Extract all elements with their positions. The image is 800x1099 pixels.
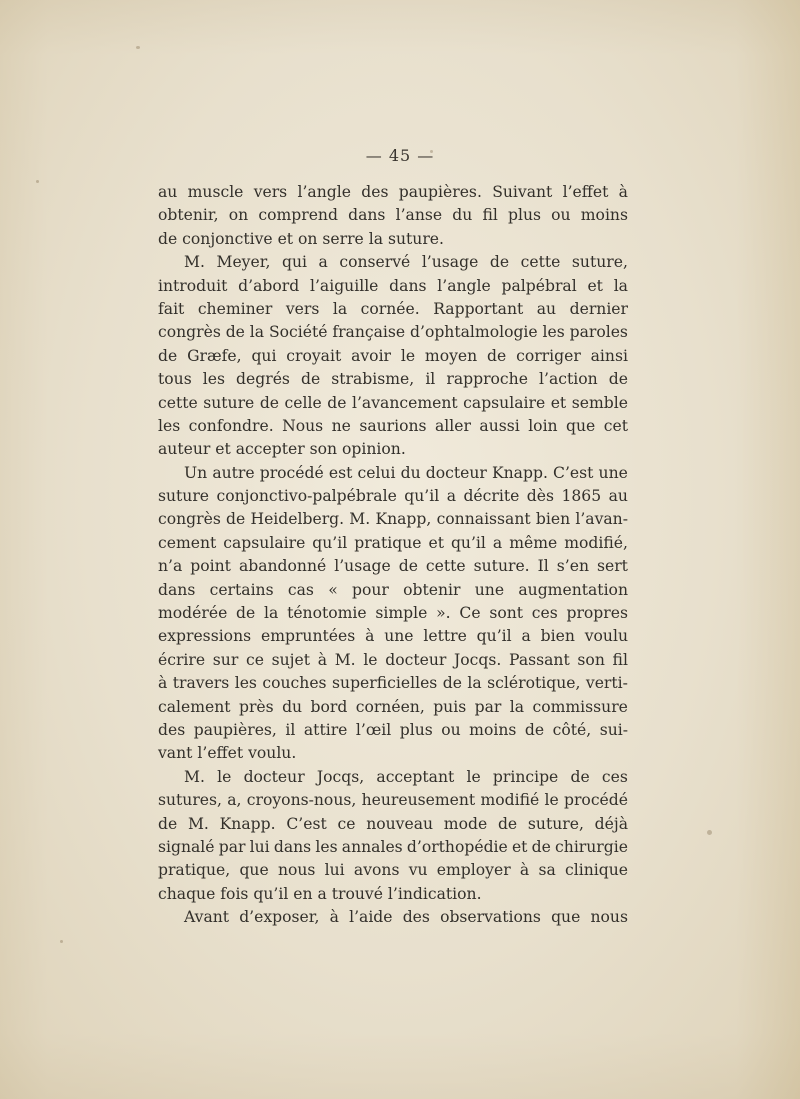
word: de xyxy=(487,346,507,365)
word: ténotomie xyxy=(287,604,367,623)
word: paroles xyxy=(569,323,628,342)
word: s’en xyxy=(556,557,589,576)
word: ou xyxy=(441,720,461,739)
word: suture xyxy=(203,393,255,412)
word: commissure xyxy=(532,697,628,716)
word: de xyxy=(226,510,246,529)
word: Avant xyxy=(184,908,230,927)
word: vers xyxy=(285,299,320,318)
word: que xyxy=(239,861,269,880)
word: Meyer, xyxy=(216,253,271,272)
word: C’est xyxy=(553,463,594,482)
word: Nous xyxy=(282,416,324,435)
text-line: auteur et accepter son opinion. xyxy=(158,440,406,459)
word: écrire xyxy=(158,650,206,669)
word: expressions xyxy=(158,627,252,646)
word: de xyxy=(524,720,545,739)
word: modifié, xyxy=(564,533,628,552)
word: sclérotique, xyxy=(487,674,581,693)
word: vers xyxy=(253,183,288,201)
word: capsulaire xyxy=(223,533,306,552)
word: introduit xyxy=(158,276,228,295)
word: ce xyxy=(245,650,264,669)
word: à xyxy=(618,183,628,201)
text-line xyxy=(158,392,628,415)
word: ces xyxy=(531,604,558,623)
text-line xyxy=(158,625,628,648)
word: le xyxy=(217,767,232,786)
word: moins xyxy=(469,720,517,739)
word: les xyxy=(315,837,338,856)
word: propres xyxy=(566,604,628,623)
word: dans xyxy=(158,580,196,599)
word: chirurgie xyxy=(555,837,628,856)
word: côté, xyxy=(552,720,592,739)
word: l’avan- xyxy=(575,510,628,529)
word: Knapp. xyxy=(491,463,548,482)
text-line xyxy=(158,181,628,204)
word: de xyxy=(158,814,178,833)
text-line xyxy=(158,672,628,695)
word: loin xyxy=(528,416,558,435)
word: et xyxy=(550,393,567,412)
word: M. xyxy=(349,510,371,529)
word: de xyxy=(497,814,518,833)
paper-speck xyxy=(707,830,712,835)
word: ». xyxy=(436,604,451,623)
word: 1865 xyxy=(561,487,602,506)
word: Suivant xyxy=(492,183,553,201)
word: la xyxy=(249,323,265,342)
word: moyen xyxy=(424,346,478,365)
word: même xyxy=(509,533,558,552)
word: d’exposer, xyxy=(239,908,320,927)
word: de xyxy=(531,837,551,856)
text-line xyxy=(158,789,628,812)
word: l’usage xyxy=(421,253,479,272)
word: semble xyxy=(571,393,628,412)
word: procédé xyxy=(564,791,628,810)
word: l’usage xyxy=(334,557,391,576)
word: heureusement xyxy=(361,791,476,810)
word: suture xyxy=(158,487,210,506)
word: que xyxy=(566,416,596,435)
word: dernier xyxy=(569,299,628,318)
word: cheminer xyxy=(197,299,273,318)
word: ainsi xyxy=(590,346,628,365)
word: rapproche xyxy=(446,370,528,389)
word: a xyxy=(446,487,456,506)
word: de xyxy=(236,604,256,623)
word: du xyxy=(282,697,303,716)
word: de xyxy=(442,674,462,693)
word: ne xyxy=(331,416,351,435)
word: Société xyxy=(268,323,328,342)
word: qui xyxy=(251,346,277,365)
word: le xyxy=(544,791,559,810)
word: n’a xyxy=(158,557,183,576)
word: l’action xyxy=(539,370,598,389)
word: pratique xyxy=(354,533,422,552)
word: Rapportant xyxy=(433,299,524,318)
word: calement xyxy=(158,697,231,716)
paper-speck xyxy=(136,46,140,49)
word: cornée. xyxy=(360,299,420,318)
word: docteur xyxy=(425,463,487,482)
word: suture, xyxy=(527,814,584,833)
text-line xyxy=(158,508,628,531)
word: signalé xyxy=(158,837,215,856)
word: degrés xyxy=(236,370,290,389)
word: fait xyxy=(158,299,185,318)
word: connaissant xyxy=(436,510,531,529)
word: une xyxy=(384,627,414,646)
word: son xyxy=(577,650,605,669)
word: Jocqs. xyxy=(454,650,502,669)
word: cette xyxy=(520,253,561,272)
paper-speck xyxy=(60,940,63,943)
text-line xyxy=(158,485,628,508)
word: nous xyxy=(590,908,628,927)
body-text xyxy=(158,181,628,930)
word: française xyxy=(332,323,406,342)
text-line xyxy=(158,602,628,625)
word: croyait xyxy=(286,346,342,365)
text-line xyxy=(158,719,628,742)
word: à xyxy=(365,627,375,646)
word: de xyxy=(398,557,418,576)
word: au xyxy=(536,299,557,318)
text-line xyxy=(158,368,628,391)
word: paupières. xyxy=(398,183,482,201)
text-line: vant l’effet voulu. xyxy=(158,744,297,763)
word: nous xyxy=(277,861,316,880)
word: d’orthopédie xyxy=(406,837,508,856)
word: sutures, xyxy=(158,791,222,810)
word: au xyxy=(158,183,178,201)
word: la xyxy=(613,276,628,295)
word: de xyxy=(327,393,347,412)
word: « xyxy=(328,580,338,599)
word: les xyxy=(158,416,181,435)
word: à xyxy=(519,861,530,880)
word: palpébral xyxy=(501,276,577,295)
word: il xyxy=(425,370,436,389)
text-line xyxy=(158,298,628,321)
word: sert xyxy=(596,557,628,576)
word: des xyxy=(361,183,389,201)
word: les xyxy=(542,323,565,342)
word: modérée xyxy=(158,604,228,623)
word: l’œil xyxy=(355,720,392,739)
text-line xyxy=(158,906,628,929)
word: du xyxy=(400,463,421,482)
word: cornéen, xyxy=(355,697,425,716)
word: Knapp. xyxy=(219,814,276,833)
word: qu’il xyxy=(312,533,348,552)
word: sur xyxy=(212,650,239,669)
word: mode xyxy=(443,814,488,833)
word: Heidelberg. xyxy=(250,510,345,529)
word: l’aide xyxy=(349,908,393,927)
word: lettre xyxy=(423,627,467,646)
word: certains xyxy=(209,580,274,599)
word: capsulaire xyxy=(463,393,546,412)
word: bord xyxy=(310,697,348,716)
word: principe xyxy=(492,767,559,786)
word: attire xyxy=(303,720,348,739)
word: la xyxy=(467,674,482,693)
word: que xyxy=(551,908,581,927)
word: qu’il xyxy=(450,533,486,552)
text-line xyxy=(158,579,628,602)
text-line xyxy=(158,204,628,227)
word: M. xyxy=(184,767,205,786)
word: sa xyxy=(538,861,556,880)
text-line xyxy=(158,275,628,298)
word: obtenir, xyxy=(158,206,219,225)
word: a xyxy=(318,253,328,272)
word: d’abord xyxy=(238,276,300,295)
word: a xyxy=(521,627,531,646)
word: C’est xyxy=(286,814,327,833)
word: fil xyxy=(612,650,628,669)
word: corriger xyxy=(516,346,581,365)
word: croyons-nous, xyxy=(246,791,357,810)
word: dans xyxy=(389,276,427,295)
text-line xyxy=(158,532,628,555)
word: sujet xyxy=(271,650,311,669)
word: Græfe, xyxy=(187,346,242,365)
word: une xyxy=(474,580,505,599)
word: de xyxy=(301,370,321,389)
word: a xyxy=(492,533,503,552)
word: les xyxy=(202,370,225,389)
word: pratique, xyxy=(158,861,231,880)
word: lui xyxy=(249,837,270,856)
word: le xyxy=(363,650,378,669)
text-line xyxy=(158,345,628,368)
word: de xyxy=(489,253,510,272)
text-line xyxy=(158,836,628,859)
word: dès xyxy=(526,487,554,506)
word: suture. xyxy=(473,557,530,576)
text-line xyxy=(158,649,628,672)
word: cette xyxy=(425,557,466,576)
word: simple xyxy=(375,604,428,623)
word: la xyxy=(509,697,525,716)
text-line xyxy=(158,415,628,438)
word: il xyxy=(285,720,296,739)
word: à xyxy=(158,674,168,693)
word: dans xyxy=(348,206,386,225)
word: Knapp, xyxy=(375,510,432,529)
word: la xyxy=(332,299,348,318)
word: la xyxy=(264,604,279,623)
word: Ce xyxy=(459,604,481,623)
word: des xyxy=(158,720,186,739)
word: et xyxy=(587,276,603,295)
word: M. xyxy=(334,650,356,669)
word: qu’il xyxy=(476,627,512,646)
word: augmentation xyxy=(518,580,628,599)
word: les xyxy=(234,674,257,693)
word: le xyxy=(400,346,416,365)
text-line xyxy=(158,859,628,882)
word: fil xyxy=(482,206,498,225)
word: qui xyxy=(281,253,307,272)
word: au xyxy=(608,487,628,506)
word: des xyxy=(402,908,430,927)
word: docteur xyxy=(243,767,305,786)
paper-speck xyxy=(36,180,39,183)
word: l’aiguille xyxy=(309,276,379,295)
word: paupières, xyxy=(193,720,277,739)
word: plus xyxy=(399,720,433,739)
word: ce xyxy=(337,814,356,833)
word: à xyxy=(329,908,339,927)
word: acceptant xyxy=(376,767,455,786)
text-line xyxy=(158,813,628,836)
text-line xyxy=(158,766,628,789)
word: procédé xyxy=(259,463,324,482)
word: moins xyxy=(580,206,628,225)
word: comprend xyxy=(258,206,338,225)
word: qu’il xyxy=(404,487,440,506)
word: celle xyxy=(284,393,322,412)
word: le xyxy=(466,767,481,786)
word: observations xyxy=(440,908,541,927)
word: cement xyxy=(158,533,217,552)
word: et xyxy=(511,837,528,856)
word: une xyxy=(598,463,628,482)
word: annales xyxy=(341,837,403,856)
word: l’avancement xyxy=(351,393,458,412)
word: de xyxy=(225,323,245,342)
word: superficielles xyxy=(332,674,438,693)
word: employer xyxy=(436,861,511,880)
word: conjonctivo-palpébrale xyxy=(216,487,397,506)
word: clinique xyxy=(564,861,628,880)
word: celui xyxy=(357,463,396,482)
word: du xyxy=(452,206,473,225)
word: Jocqs, xyxy=(316,767,365,786)
word: a, xyxy=(227,791,242,810)
word: bien xyxy=(535,510,571,529)
word: muscle xyxy=(187,183,244,201)
word: par xyxy=(218,837,246,856)
word: de xyxy=(608,370,628,389)
word: strabisme, xyxy=(331,370,415,389)
word: M. xyxy=(184,253,205,272)
text-line xyxy=(158,462,628,485)
word: suture, xyxy=(571,253,628,272)
word: M. xyxy=(187,814,209,833)
word: Passant xyxy=(509,650,570,669)
word: sui- xyxy=(599,720,628,739)
word: on xyxy=(228,206,249,225)
word: puis xyxy=(433,697,467,716)
page-number: — 45 — xyxy=(365,146,435,165)
word: conservé xyxy=(339,253,411,272)
word: obtenir xyxy=(403,580,461,599)
text-line: de conjonctive et on serre la suture. xyxy=(158,229,444,248)
word: par xyxy=(474,697,502,716)
text-line xyxy=(158,696,628,719)
word: congrès xyxy=(158,323,221,342)
word: l’effet xyxy=(562,183,609,201)
word: est xyxy=(328,463,353,482)
word: et xyxy=(428,533,444,552)
text-line xyxy=(158,555,628,578)
word: couches xyxy=(262,674,327,693)
word: d’ophtalmologie xyxy=(410,323,538,342)
word: aller xyxy=(435,416,471,435)
text-line xyxy=(158,251,628,274)
word: à xyxy=(317,650,327,669)
word: ces xyxy=(601,767,628,786)
word: modifié xyxy=(480,791,540,810)
word: tous xyxy=(158,370,192,389)
text-line xyxy=(158,321,628,344)
word: l’angle xyxy=(437,276,491,295)
word: l’angle xyxy=(297,183,351,201)
word: vu xyxy=(408,861,428,880)
word: ou xyxy=(551,206,571,225)
word: nouveau xyxy=(366,814,434,833)
word: congrès xyxy=(158,510,221,529)
word: de xyxy=(570,767,590,786)
word: cette xyxy=(158,393,198,412)
word: docteur xyxy=(385,650,447,669)
word: de xyxy=(158,346,178,365)
word: travers xyxy=(172,674,230,693)
word: aussi xyxy=(479,416,520,435)
word: avons xyxy=(353,861,400,880)
word: plus xyxy=(508,206,542,225)
word: lui xyxy=(324,861,345,880)
text-line: chaque fois qu’il en a trouvé l’indication. xyxy=(158,884,482,903)
word: près xyxy=(238,697,274,716)
word: pour xyxy=(352,580,389,599)
word: Il xyxy=(537,557,549,576)
word: Un xyxy=(184,463,208,482)
word: avoir xyxy=(351,346,392,365)
word: empruntées xyxy=(260,627,356,646)
word: confondre. xyxy=(188,416,274,435)
word: cet xyxy=(603,416,628,435)
word: point xyxy=(190,557,231,576)
word: dans xyxy=(273,837,312,856)
word: cas xyxy=(287,580,314,599)
word: bien xyxy=(540,627,575,646)
word: sont xyxy=(489,604,524,623)
word: saurions xyxy=(359,416,427,435)
word: l’anse xyxy=(395,206,443,225)
word: décrite xyxy=(463,487,520,506)
word: verti- xyxy=(585,674,628,693)
word: abandonné xyxy=(238,557,327,576)
word: voulu xyxy=(584,627,628,646)
word: autre xyxy=(212,463,255,482)
word: de xyxy=(259,393,280,412)
word: déjà xyxy=(594,814,628,833)
